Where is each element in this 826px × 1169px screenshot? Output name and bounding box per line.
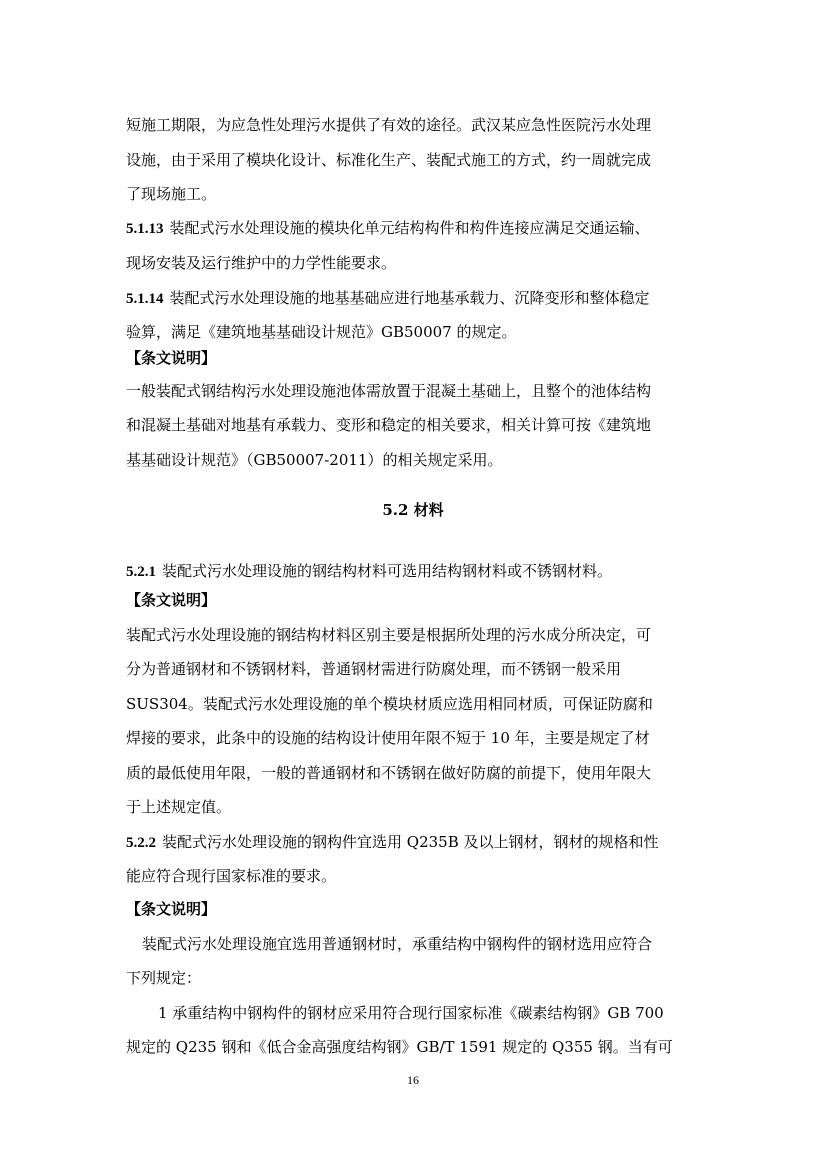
page-number: 16 bbox=[407, 1073, 419, 1087]
paragraph-line: 于上述规定值。 bbox=[126, 798, 232, 816]
paragraph-line: 验算，满足《建筑地基基础设计规范》GB50007 的规定。 bbox=[126, 323, 517, 341]
clause-number: 5.1.14 bbox=[126, 291, 164, 307]
paragraph-line: 设施，由于采用了模块化设计、标准化生产、装配式施工的方式，约一周就完成 bbox=[126, 151, 652, 169]
clause-note-title: 【条文说明】 bbox=[126, 349, 217, 367]
clause-number: 5.1.13 bbox=[126, 221, 164, 237]
clause-5-2-1 bbox=[126, 561, 612, 582]
clause-text: 装配式污水处理设施的钢构件宜选用 Q235B 及以上钢材，钢材的规格和性 bbox=[162, 833, 659, 851]
paragraph-line: 装配式污水处理设施的钢结构材料区别主要是根据所处理的污水成分所决定，可 bbox=[126, 626, 652, 644]
paragraph-line: 了现场施工。 bbox=[126, 185, 217, 203]
paragraph-line: 规定的 Q235 钢和《低合金高强度结构钢》GB/T 1591 规定的 Q355 钢。当有可 bbox=[126, 1038, 673, 1056]
clause-text: 装配式污水处理设施的地基基础应进行地基承载力、沉降变形和整体稳定 bbox=[169, 289, 650, 307]
paragraph-line: 分为普通钢材和不锈钢材料，普通钢材需进行防腐处理，而不锈钢一般采用 bbox=[126, 660, 622, 678]
clause-5-1-13 bbox=[126, 218, 650, 239]
paragraph-line: 和混凝土基础对地基有承载力、变形和稳定的相关要求，相关计算可按《建筑地 bbox=[126, 416, 652, 434]
clause-number: 5.2.2 bbox=[126, 835, 156, 851]
clause-5-1-14 bbox=[126, 288, 650, 309]
clause-note-title: 【条文说明】 bbox=[126, 591, 217, 609]
clause-note-title: 【条文说明】 bbox=[126, 900, 217, 918]
section-heading: 5.2 材料 bbox=[382, 501, 444, 519]
paragraph-line: 焊接的要求，此条中的设施的结构设计使用年限不短于 10 年，主要是规定了材 bbox=[126, 729, 650, 747]
paragraph-line: 质的最低使用年限，一般的普通钢材和不锈钢在做好防腐的前提下，使用年限大 bbox=[126, 764, 652, 782]
paragraph-line: 基基础设计规范》（GB50007-2011）的相关规定采用。 bbox=[126, 451, 503, 469]
paragraph-line: 现场安装及运行维护中的力学性能要求。 bbox=[126, 254, 397, 272]
paragraph-line: SUS304。装配式污水处理设施的单个模块材质应选用相同材质，可保证防腐和 bbox=[126, 695, 653, 713]
paragraph-line: 能应符合现行国家标准的要求。 bbox=[126, 867, 337, 885]
clause-text: 装配式污水处理设施的模块化单元结构构件和构件连接应满足交通运输、 bbox=[169, 219, 650, 237]
paragraph-line: 一般装配式钢结构污水处理设施池体需放置于混凝土基础上，且整个的池体结构 bbox=[126, 382, 652, 400]
paragraph-line: 1 承重结构中钢构件的钢材应采用符合现行国家标准《碳素结构钢》GB 700 bbox=[158, 1004, 664, 1022]
clause-5-2-2 bbox=[126, 832, 659, 853]
paragraph-line: 下列规定： bbox=[126, 969, 202, 987]
clause-number: 5.2.1 bbox=[126, 564, 156, 580]
paragraph-line: 短施工期限，为应急性处理污水提供了有效的途径。武汉某应急性医院污水处理 bbox=[126, 116, 652, 134]
paragraph-line: 装配式污水处理设施宜选用普通钢材时，承重结构中钢构件的钢材选用应符合 bbox=[142, 935, 653, 953]
clause-text: 装配式污水处理设施的钢结构材料可选用结构钢材料或不锈钢材料。 bbox=[162, 562, 613, 580]
